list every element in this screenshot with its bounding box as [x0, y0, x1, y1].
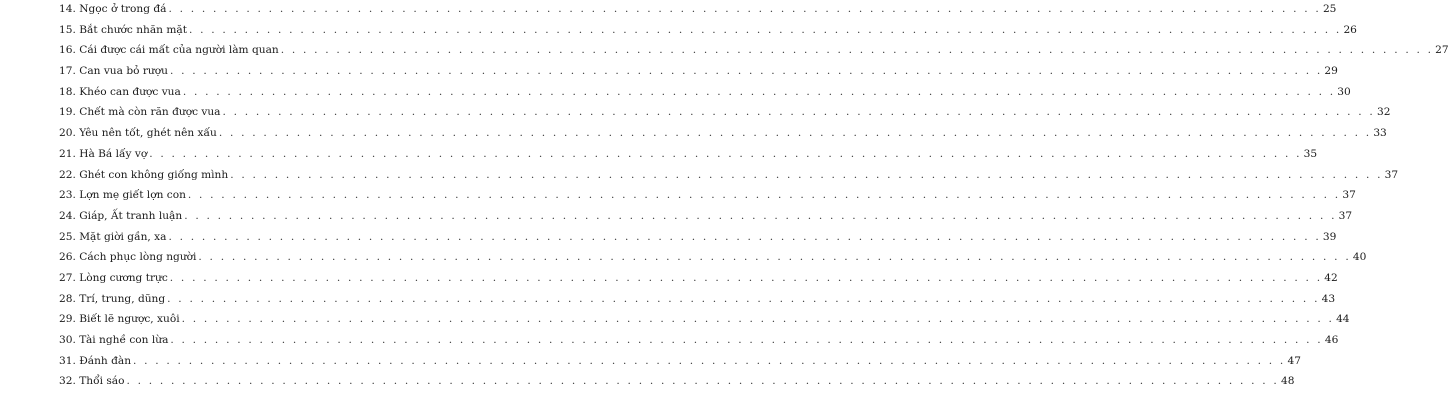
toc-entry-title: 32. Thổi sáo — [59, 375, 125, 388]
toc-entry-title: 25. Mặt giời gần, xa — [59, 230, 167, 243]
toc-entry — [59, 127, 1387, 148]
toc-entry-title: 24. Giáp, Ất tranh luận — [59, 209, 183, 222]
toc-entry-title: 19. Chết mà còn răn được vua — [59, 106, 221, 119]
toc-entry-title: 14. Ngọc ở trong đá — [59, 3, 167, 15]
dot-leader: . . . . . . . . . . . . . . . . . . . . . . . . . . . . . . . . . . . . . . . . . . . . . . . . . . . . . . . . . . . . . . . . . . . . . . . . . . . . . . . . . . . . . . . . . . . . . . . . . . . . . . . . — [181, 313, 1335, 326]
toc-entry-page: 33 — [1373, 127, 1387, 140]
toc-entry — [59, 85, 1351, 107]
toc-entry — [59, 292, 1336, 314]
toc-entry-page: 32 — [1376, 106, 1391, 119]
dot-leader: . . . . . . . . . . . . . . . . . . . . . . . . . . . . . . . . . . . . . . . . . . . . . . . . . . . . . . . . . . . . . . . . . . . . . . . . . . . . . . . . . . . . . . . . . . . . . . . . . . . . . . . . — [182, 85, 1336, 98]
dot-leader: . . . . . . . . . . . . . . . . . . . . . . . . . . . . . . . . . . . . . . . . . . . . . . . . . . . . . . . . . . . . . . . . . . . . . . . . . . . . . . . . . . . . . . . . . . . . . . . . . . . . . . . . — [126, 375, 1279, 388]
toc-entry-title: 15. Bắt chước nhăn mặt — [59, 23, 187, 36]
toc-entry-page: 35 — [1303, 147, 1318, 160]
toc-entry-title: 26. Cách phục lòng người — [59, 251, 197, 264]
toc-entry-page: 26 — [1343, 23, 1357, 36]
toc-entry-title: 22. Ghét con không giống mình — [59, 168, 229, 181]
toc-entry-page: 42 — [1324, 271, 1338, 284]
dot-leader: . . . . . . . . . . . . . . . . . . . . . . . . . . . . . . . . . . . . . . . . . . . . . . . . . . . . . . . . . . . . . . . . . . . . . . . . . . . . . . . . . . . . . . . . . . . . . . . . . . . . . . . . — [167, 292, 1320, 305]
toc-entry-title: 18. Khéo can được vua — [59, 85, 181, 98]
toc-entry — [59, 147, 1318, 169]
dot-leader: . . . . . . . . . . . . . . . . . . . . . . . . . . . . . . . . . . . . . . . . . . . . . . . . . . . . . . . . . . . . . . . . . . . . . . . . . . . . . . . . . . . . . . . . . . . . . . . . . . . . . . . . — [184, 209, 1337, 222]
toc-entry-page: 48 — [1280, 375, 1295, 388]
dot-leader: . . . . . . . . . . . . . . . . . . . . . . . . . . . . . . . . . . . . . . . . . . . . . . . . . . . . . . . . . . . . . . . . . . . . . . . . . . . . . . . . . . . . . . . . . . . . . . . . . . . . . . . . — [149, 147, 1302, 160]
dot-leader: . . . . . . . . . . . . . . . . . . . . . . . . . . . . . . . . . . . . . . . . . . . . . . . . . . . . . . . . . . . . . . . . . . . . . . . . . . . . . . . . . . . . . . . . . . . . . . . . . . . . . . . . — [188, 23, 1342, 36]
toc-entry-page: 37 — [1338, 209, 1353, 222]
toc-entry-page: 37 — [1342, 189, 1356, 202]
toc-entry-page: 29 — [1324, 65, 1338, 78]
dot-leader: . . . . . . . . . . . . . . . . . . . . . . . . . . . . . . . . . . . . . . . . . . . . . . . . . . . . . . . . . . . . . . . . . . . . . . . . . . . . . . . . . . . . . . . . . . . . . . . . . . . . . . . . — [218, 127, 1372, 140]
toc-entry-page: 37 — [1384, 168, 1399, 181]
toc-entry — [59, 251, 1367, 272]
toc-entry-page: 39 — [1322, 230, 1337, 243]
dot-leader: . . . . . . . . . . . . . . . . . . . . . . . . . . . . . . . . . . . . . . . . . . . . . . . . . . . . . . . . . . . . . . . . . . . . . . . . . . . . . . . . . . . . . . . . . . . . . . . . . . . . . . . . — [222, 106, 1375, 119]
toc-entry — [59, 168, 1399, 190]
toc-entry — [59, 23, 1357, 45]
toc-entry — [59, 313, 1350, 334]
toc-entry-page: 46 — [1324, 334, 1339, 346]
toc-entry-page: 30 — [1337, 85, 1351, 98]
dot-leader: . . . . . . . . . . . . . . . . . . . . . . . . . . . . . . . . . . . . . . . . . . . . . . . . . . . . . . . . . . . . . . . . . . . . . . . . . . . . . . . . . . . . . . . . . . . . . . . . . . . . . . . . — [170, 334, 1323, 346]
toc-entry-title: 23. Lợn mẹ giết lợn con — [59, 189, 186, 202]
toc-entry-title: 20. Yêu nên tốt, ghét nên xấu — [59, 127, 217, 140]
dot-leader: . . . . . . . . . . . . . . . . . . . . . . . . . . . . . . . . . . . . . . . . . . . . . . . . . . . . . . . . . . . . . . . . . . . . . . . . . . . . . . . . . . . . . . . . . . . . . . . . . . . . . . . . — [168, 230, 1321, 243]
toc-entry-title: 16. Cái được cái mất của người làm quan — [59, 44, 279, 57]
toc-entry-title: 27. Lòng cương trực — [59, 271, 168, 284]
table-of-contents — [59, 3, 1449, 396]
toc-entry-page: 27 — [1435, 44, 1449, 57]
toc-entry-page: 40 — [1352, 251, 1367, 264]
dot-leader: . . . . . . . . . . . . . . . . . . . . . . . . . . . . . . . . . . . . . . . . . . . . . . . . . . . . . . . . . . . . . . . . . . . . . . . . . . . . . . . . . . . . . . . . . . . . . . . . . . . . . . . . — [198, 251, 1351, 264]
toc-entry — [59, 44, 1449, 65]
dot-leader: . . . . . . . . . . . . . . . . . . . . . . . . . . . . . . . . . . . . . . . . . . . . . . . . . . . . . . . . . . . . . . . . . . . . . . . . . . . . . . . . . . . . . . . . . . . . . . . . . . . . . . . . — [169, 271, 1323, 284]
toc-entry-title: 28. Trí, trung, dũng — [59, 292, 166, 305]
toc-entry — [59, 3, 1337, 24]
dot-leader: . . . . . . . . . . . . . . . . . . . . . . . . . . . . . . . . . . . . . . . . . . . . . . . . . . . . . . . . . . . . . . . . . . . . . . . . . . . . . . . . . . . . . . . . . . . . . . . . . . . . . . . . — [280, 44, 1434, 57]
toc-entry — [59, 334, 1339, 355]
toc-entry-title: 21. Hà Bá lấy vợ — [59, 147, 148, 160]
toc-entry-page: 47 — [1287, 354, 1301, 367]
toc-entry — [59, 65, 1338, 86]
toc-entry — [59, 271, 1338, 293]
dot-leader: . . . . . . . . . . . . . . . . . . . . . . . . . . . . . . . . . . . . . . . . . . . . . . . . . . . . . . . . . . . . . . . . . . . . . . . . . . . . . . . . . . . . . . . . . . . . . . . . . . . . . . . . — [133, 354, 1286, 367]
toc-entry-page: 25 — [1322, 3, 1337, 15]
toc-entry — [59, 375, 1295, 396]
toc-entry-page: 43 — [1321, 292, 1336, 305]
toc-entry-title: 17. Can vua bỏ rượu — [59, 65, 168, 78]
dot-leader: . . . . . . . . . . . . . . . . . . . . . . . . . . . . . . . . . . . . . . . . . . . . . . . . . . . . . . . . . . . . . . . . . . . . . . . . . . . . . . . . . . . . . . . . . . . . . . . . . . . . . . . . — [169, 65, 1323, 78]
toc-entry — [59, 189, 1356, 210]
toc-entry-page: 44 — [1336, 313, 1350, 326]
toc-entry-title: 29. Biết lẽ ngược, xuôi — [59, 313, 180, 326]
dot-leader: . . . . . . . . . . . . . . . . . . . . . . . . . . . . . . . . . . . . . . . . . . . . . . . . . . . . . . . . . . . . . . . . . . . . . . . . . . . . . . . . . . . . . . . . . . . . . . . . . . . . . . . . — [187, 189, 1341, 202]
toc-entry — [59, 106, 1391, 127]
toc-entry — [59, 230, 1337, 252]
toc-entry — [59, 354, 1301, 376]
dot-leader: . . . . . . . . . . . . . . . . . . . . . . . . . . . . . . . . . . . . . . . . . . . . . . . . . . . . . . . . . . . . . . . . . . . . . . . . . . . . . . . . . . . . . . . . . . . . . . . . . . . . . . . . — [230, 168, 1383, 181]
toc-entry — [59, 209, 1353, 231]
toc-entry-title: 31. Đánh đàn — [59, 354, 132, 367]
dot-leader: . . . . . . . . . . . . . . . . . . . . . . . . . . . . . . . . . . . . . . . . . . . . . . . . . . . . . . . . . . . . . . . . . . . . . . . . . . . . . . . . . . . . . . . . . . . . . . . . . . . . . . . . — [168, 3, 1321, 15]
toc-entry-title: 30. Tài nghề con lừa — [59, 334, 169, 346]
